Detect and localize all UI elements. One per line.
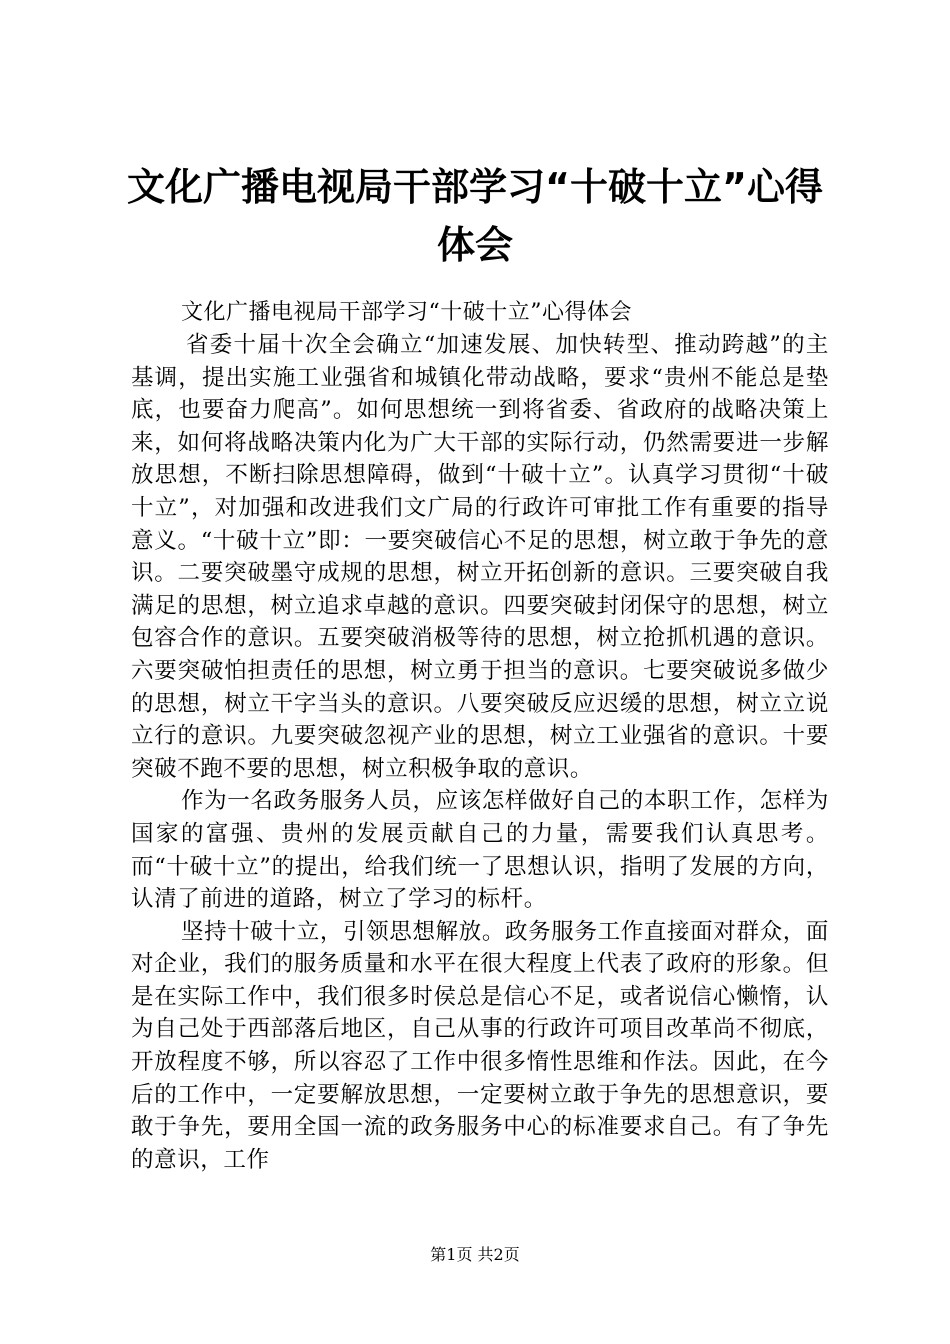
document-title: 文化广播电视局干部学习“十破十立”心得体会 <box>127 165 823 267</box>
page-footer: 第1页 共2页 <box>430 1245 520 1264</box>
document-body <box>131 296 829 1176</box>
document-subtitle: 文化广播电视局干部学习“十破十立”心得体会 <box>181 300 632 325</box>
paragraph-2: 作为一名政务服务人员，应该怎样做好自己的本职工作，怎样为国家的富强、贵州的发展贡献自己的力量，需要我们认真思考。而“十破十立”的提出，给我们统一了思想认识，指明了发展的方向，认清了前进的道路，树立了学习的标杆。 <box>131 788 829 913</box>
paragraph-3: 坚持十破十立，引领思想解放。政务服务工作直接面对群众，面对企业，我们的服务质量和水平在很大程度上代表了政府的形象。但是在实际工作中，我们很多时侯总是信心不足，或者说信心懒惰，认为自己处于西部落后地区，自己从事的行政许可项目改革尚不彻底，开放程度不够，所以容忍了工作中很多惰性思维和作法。因此，在今后的工作中，一定要解放思想，一定要树立敢于争先的思想意识，要敢于争先，要用全国一流的政务服务中心的标准要求自己。有了争先的意识，工作 <box>131 918 829 1173</box>
paragraph-1: 省委十届十次全会确立“加速发展、加快转型、推动跨越”的主基调，提出实施工业强省和城镇化带动战略，要求“贵州不能总是垫底，也要奋力爬高”。如何思想统一到将省委、省政府的战略决策上来，如何将战略决策内化为广大干部的实际行动，仍然需要进一步解放思想，不断扫除思想障碍，做到“十破十立”。认真学习贯彻“十破十立”，对加强和改进我们文广局的行政许可审批工作有重要的指导意义。“十破十立”即：一要突破信心不足的思想，树立敢于争先的意识。二要突破墨守成规的思想，树立开拓创新的意识。三要突破自我满足的思想，树立追求卓越的意识。四要突破封闭保守的思想，树立包容合作的意识。五要突破消极等待的思想，树立抢抓机遇的意识。六要突破怕担责任的思想，树立勇于担当的意识。七要突破说多做少的思想，树立干字当头的意识。八要突破反应迟缓的思想，树立立说立行的意识。九要突破忽视产业的思想，树立工业强省的意识。十要突破不跑不要的思想，树立积极争取的意识。 <box>131 332 829 782</box>
